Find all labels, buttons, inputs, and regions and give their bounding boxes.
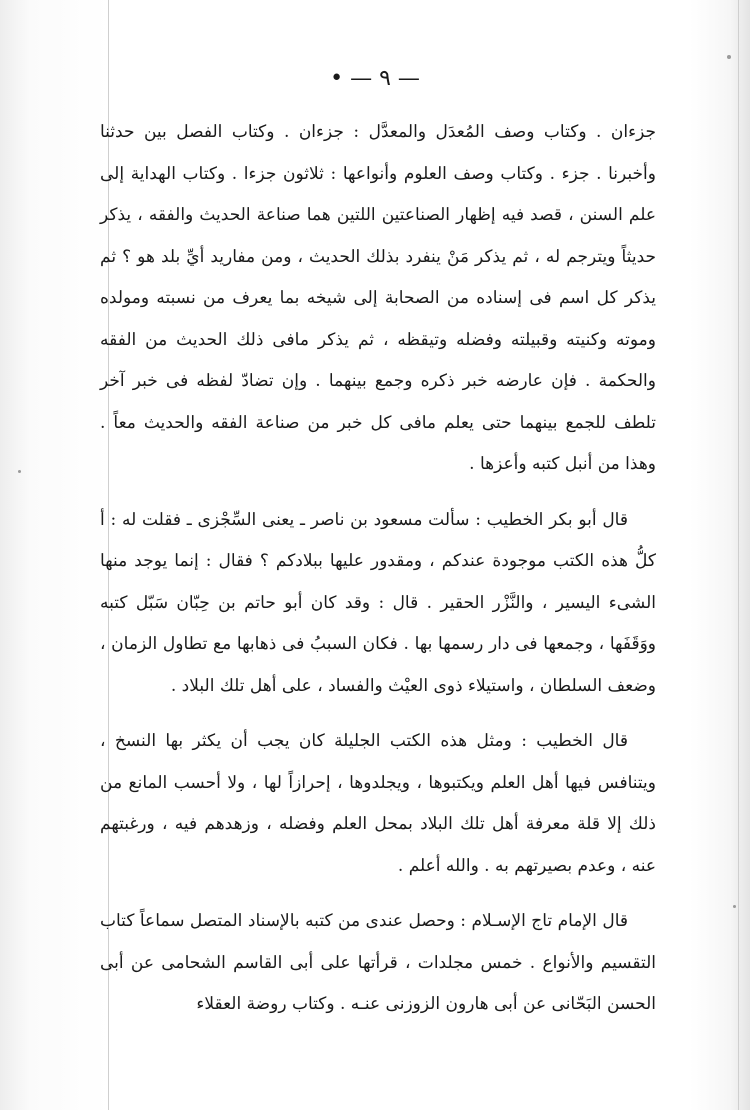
body-text <box>100 112 656 1026</box>
paper-speck <box>727 55 731 59</box>
paragraph-3: قال الخطيب : ومثل هذه الكتب الجليلة كان يجب أن يكثر بها النسخ ، ويتنافس فيها أهل العلم ويكتبوها ، ويجلدوها ، إحرازاً لها ، ولا أحسب المانع من ذلك إلا قلة معرفة أهل تلك البلاد بمحل العلم وفضله ، وزهدهم فيه ، ورغبتهم عنه ، وعدم بصيرتهم به . والله أعلم . <box>100 731 656 876</box>
paragraph-1: جزءان . وكتاب وصف المُعدَل والمعدَّل : جزءان . وكتاب الفصل بين حدثنا وأخبرنا . جزء . وكتاب وصف العلوم وأنواعها : ثلاثون جزءا . وكتاب الهداية إلى علم السنن ، قصد فيه إظهار الصناعتين اللتين هما صناعة الحديث والفقه ، يذكر حديثاً ويترجم له ، ثم يذكر مَنْ ينفرد بذلك الحديث ، ومن مفاريد أيِّ بلد هو ؟ ثم يذكر كل اسم فى إسناده من الصحابة إلى شيخه بما يعرف من نسبته ومولده وموته وكنيته وقبيلته وفضله وتيقظه ، ثم يذكر مافى ذلك الحديث من الفقه والحكمة . فإن عارضه خبر ذكره وجمع بينهما . وإن تضادّ لفظه فى خبر آخر تلطف للجمع بينهما حتى يعلم مافى كل خبر من صناعة الفقه والحديث معاً . وهذا من أنبل كتبه وأعزها . <box>100 122 656 474</box>
paper-speck <box>18 470 21 473</box>
paragraph-4: قال الإمام تاج الإسـلام : وحصل عندى من كتبه بالإسناد المتصل سماعاً كتاب التقسيم والأنواع . خمس مجلدات ، قرأتها على أبى القاسم الشحامى عن أبى الحسن البَحّانى عن أبى هارون الزوزنى عنـه . وكتاب روضة العقلاء <box>100 911 656 1014</box>
paragraph-2: قال أبو بكر الخطيب : سألت مسعود بن ناصر ـ يعنى السِّجْزى ـ فقلت له : أ كلُّ هذه الكتب موجودة عندكم ، ومقدور عليها ببلادكم ؟ فقال : إنما يوجد منها الشىء اليسير ، والنَّزْر الحقير . قال : وقد كان أبو حاتم بن حِبّان سَبّل كتبه ووَقَفَها ، وجمعها فى دار رسمها بها . فكان السببُ فى ذهابها مع تطاول الزمان ، وضعف السلطان ، واستيلاء ذوى العيْث والفساد ، على أهل تلك البلاد . <box>100 509 656 696</box>
paper-speck <box>733 905 736 908</box>
page-number-header: • — ٩ — <box>330 66 420 91</box>
right-margin-line <box>738 0 739 1110</box>
